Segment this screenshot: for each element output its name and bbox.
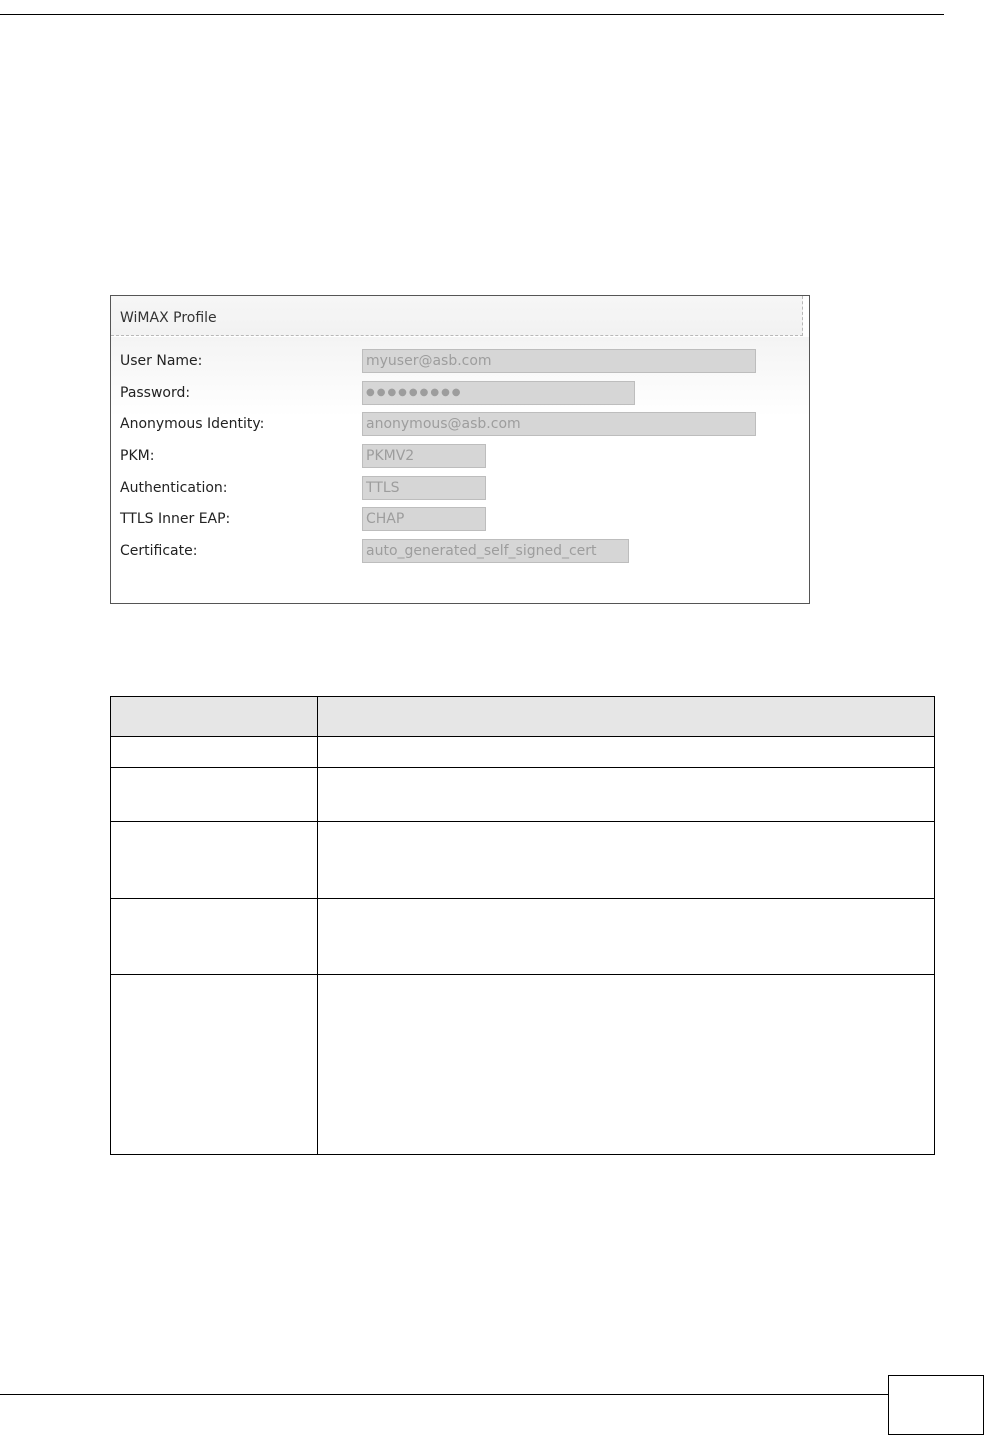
table-header-cell xyxy=(318,697,935,737)
panel-title: WiMAX Profile xyxy=(120,310,217,326)
panel-header xyxy=(111,296,803,336)
table-cell xyxy=(318,822,935,899)
ttls-inner-eap-field[interactable]: CHAP xyxy=(362,507,486,531)
table-row xyxy=(111,822,935,899)
anonymous-identity-field[interactable]: anonymous@asb.com xyxy=(362,412,756,436)
table-row xyxy=(111,899,935,975)
table-cell xyxy=(318,899,935,975)
table-cell xyxy=(111,737,318,768)
table-cell xyxy=(111,768,318,822)
authentication-label: Authentication: xyxy=(120,480,228,496)
anonymous-identity-label: Anonymous Identity: xyxy=(120,416,265,432)
table-cell xyxy=(111,822,318,899)
user-name-field[interactable]: myuser@asb.com xyxy=(362,349,756,373)
user-name-label: User Name: xyxy=(120,353,203,369)
page-number-box xyxy=(888,1375,984,1435)
table-cell xyxy=(111,899,318,975)
ttls-inner-eap-label: TTLS Inner EAP: xyxy=(120,511,231,527)
wimax-profile-panel xyxy=(110,295,810,604)
table-row xyxy=(111,737,935,768)
certificate-field[interactable]: auto_generated_self_signed_cert xyxy=(362,539,629,563)
field-description-table xyxy=(110,696,935,1155)
table-cell xyxy=(111,975,318,1155)
table-header-cell xyxy=(111,697,318,737)
certificate-label: Certificate: xyxy=(120,543,198,559)
table-cell xyxy=(318,737,935,768)
authentication-field[interactable]: TTLS xyxy=(362,476,486,500)
pkm-label: PKM: xyxy=(120,448,155,464)
password-field[interactable]: ●●●●●●●●● xyxy=(362,381,635,405)
footer-rule xyxy=(0,1394,888,1395)
header-rule xyxy=(0,14,944,15)
table-cell xyxy=(318,975,935,1155)
table-row xyxy=(111,975,935,1155)
password-label: Password: xyxy=(120,385,191,401)
table-cell xyxy=(318,768,935,822)
pkm-field[interactable]: PKMV2 xyxy=(362,444,486,468)
table-header-row xyxy=(111,697,935,737)
table-row xyxy=(111,768,935,822)
